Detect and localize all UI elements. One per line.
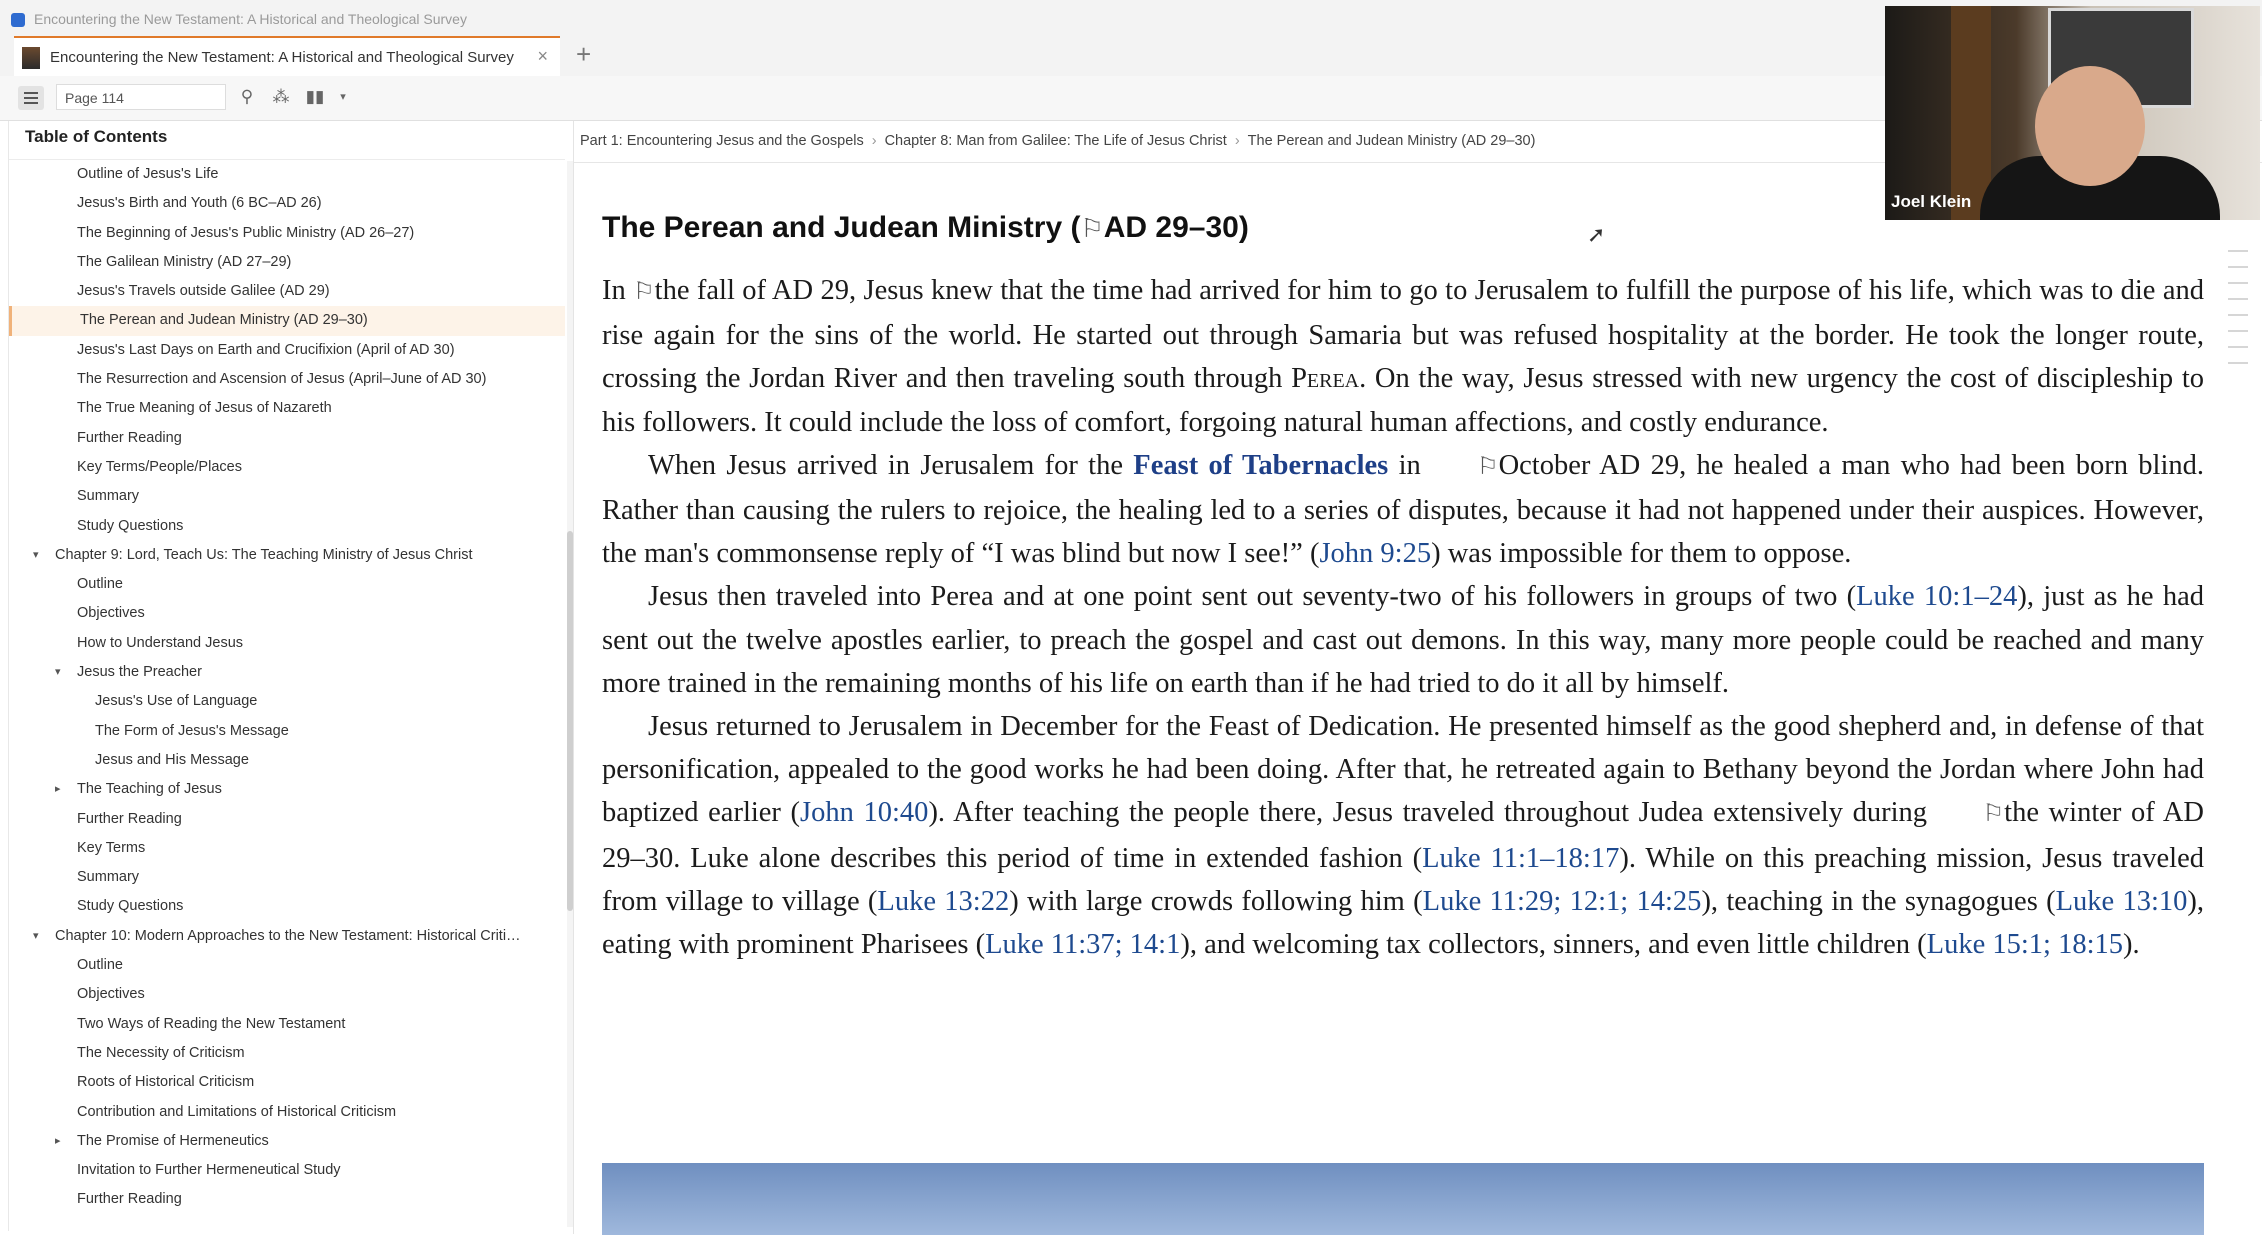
breadcrumb-separator: ›	[871, 133, 877, 149]
toc-item[interactable]	[9, 1156, 565, 1185]
toc-item[interactable]	[9, 248, 565, 277]
toc-item-label: The Promise of Hermeneutics	[77, 1132, 269, 1149]
article-body	[602, 269, 2204, 966]
video-person-head	[2035, 66, 2145, 186]
text-run: Jesus returned to Jerusalem in December for the Feast of Dedication. He presented himself as the good shepherd and, in defense of that personification, appealed to the good works he had been doing. After that, he retreated again to Bethany beyond the Jordan where John had baptized earlier (	[602, 711, 2204, 829]
toc-item[interactable]	[9, 189, 565, 218]
reader-content	[574, 162, 2262, 1235]
toc-item[interactable]	[9, 219, 565, 248]
text-run: . On the way, Jesus stressed with new urgency the cost of discipleship to his followers. It could include the loss of comfort, forgoing natural human affections, and costly endurance.	[602, 363, 2204, 438]
breadcrumb-separator: ›	[1234, 133, 1240, 149]
toc-item[interactable]	[9, 1068, 565, 1097]
toc-item-label: The True Meaning of Jesus of Nazareth	[77, 400, 332, 417]
toc-item-label: Further Reading	[77, 429, 182, 446]
toc-item[interactable]	[9, 1127, 565, 1156]
new-tab-button[interactable]: +	[576, 39, 592, 69]
paragraph-3	[602, 575, 2204, 705]
bible-ref-link[interactable]: John 9:25	[1319, 538, 1432, 570]
visual-filter-icon[interactable]: ⁂	[272, 87, 290, 106]
toc-item-label: Study Questions	[77, 517, 184, 534]
parallel-resources-icon[interactable]: ▮▮	[305, 87, 325, 106]
toc-item-label: Outline	[77, 576, 123, 593]
toc-item[interactable]	[9, 1039, 565, 1068]
text-run: ), just as he had sent out the twelve apostles earlier, to preach the gospel and cast out demons. In this way, many more people could be reached and many more trained in the remaining months of his life on earth than if he had tried to do it all by himself.	[602, 581, 2204, 699]
toc-item-label: Two Ways of Reading the New Testament	[77, 1015, 346, 1032]
breadcrumb	[580, 121, 1880, 161]
toc-item-label: Invitation to Further Hermeneutical Study	[77, 1162, 341, 1179]
chevron-right-icon[interactable]: ▸	[55, 783, 61, 796]
toc-item[interactable]	[9, 277, 565, 306]
toc-item-label: Outline of Jesus's Life	[77, 166, 219, 182]
toc-item-label: Summary	[77, 869, 140, 886]
toc-item[interactable]	[9, 980, 565, 1009]
toc-item-label: Objectives	[77, 605, 145, 622]
bible-ref-link[interactable]: Luke 11:37; 14:1	[985, 929, 1181, 961]
toc-item[interactable]	[9, 805, 565, 834]
bible-ref-link[interactable]: John 10:40	[800, 797, 929, 829]
section-heading	[602, 211, 1249, 245]
toc-item[interactable]	[9, 746, 565, 775]
mouse-cursor-icon: ➚	[1587, 222, 1606, 247]
text-run: ) was impossible for them to oppose.	[1431, 538, 1852, 570]
toc-item-label: Study Questions	[77, 898, 184, 915]
bible-ref-link[interactable]: Luke 11:29; 12:1; 14:25	[1422, 885, 1702, 917]
toc-item-label: Outline	[77, 957, 123, 974]
paragraph-4	[602, 705, 2204, 966]
toc-item[interactable]	[9, 1010, 565, 1039]
text-run: in	[1388, 449, 1432, 481]
breadcrumb-section[interactable]: The Perean and Judean Ministry (AD 29–30)	[1247, 133, 1536, 149]
toc-item-label: The Teaching of Jesus	[77, 781, 222, 798]
participant-name: Joel Klein	[1891, 192, 1972, 211]
toc-item[interactable]	[9, 629, 565, 658]
toc-item[interactable]	[9, 453, 565, 482]
toc-item-label: Jesus's Use of Language	[95, 693, 258, 710]
bible-ref-link[interactable]: Luke 15:1; 18:15	[1926, 929, 2123, 961]
toc-item-label: Jesus and His Message	[95, 751, 249, 768]
text-run: Jesus then traveled into Perea and at one point sent out seventy-two of his followers in groups of two (	[648, 581, 1857, 613]
bible-ref-link[interactable]: Luke 10:1–24	[1856, 581, 2018, 613]
text-run: the fall of AD 29, Jesus knew that the time had arrived for him to go to Jerusalem to fulfill the purpose of his life, which was to die and rise again for the sins of the world. He started out through Samaria but was refused hospitality at the border. He took the longer route, crossing the Jordan River and then traveling south through	[602, 275, 2204, 395]
toc-item-label: The Galilean Ministry (AD 27–29)	[77, 253, 292, 270]
toc-item-label: The Form of Jesus's Message	[95, 722, 289, 739]
toc-item-label: Objectives	[77, 986, 145, 1003]
toc-item-label: Summary	[77, 488, 140, 505]
heading-text: The Perean and Judean Ministry (	[602, 211, 1081, 244]
toc-item[interactable]	[9, 482, 565, 511]
toc-item-label: Jesus the Preacher	[77, 664, 202, 681]
text-run: ), eating with prominent Pharisees (	[602, 885, 2205, 961]
tab-book[interactable]	[14, 36, 560, 78]
toc-item[interactable]	[9, 160, 565, 189]
search-icon[interactable]: ⚲	[240, 87, 254, 106]
toc-item[interactable]	[9, 424, 565, 453]
paragraph-2	[602, 444, 2204, 576]
toc-title: Table of Contents	[25, 127, 168, 146]
toc-item[interactable]	[9, 1098, 565, 1127]
toc-item[interactable]	[9, 658, 565, 687]
toc-item[interactable]	[9, 570, 565, 599]
toc-item[interactable]	[9, 892, 565, 921]
toc-item[interactable]	[9, 512, 565, 541]
page-field[interactable]: Page 114	[56, 84, 226, 110]
breadcrumb-chapter[interactable]: Chapter 8: Man from Galilee: The Life of Jesus Christ	[884, 133, 1227, 149]
toc-item-label: Key Terms	[77, 839, 146, 856]
toc-item-label: Chapter 10: Modern Approaches to the New Testament: Historical Criti…	[55, 927, 521, 944]
toc-item[interactable]	[9, 951, 565, 980]
timeline-flag-icon[interactable]: ⚐	[1477, 453, 1499, 480]
text-run: ).	[2123, 929, 2140, 961]
chevron-right-icon[interactable]: ▸	[55, 1134, 61, 1147]
toc-item-label: How to Understand Jesus	[77, 634, 244, 651]
toc-list	[9, 159, 565, 1230]
toc-item-label: Jesus's Birth and Youth (6 BC–AD 26)	[77, 195, 322, 212]
glossary-link-feast[interactable]: Feast of Tabernacles	[1133, 449, 1389, 481]
reader-scroll-marks[interactable]	[2228, 250, 2248, 650]
toc-item[interactable]	[9, 336, 565, 365]
text-run: ) with large crowds following him (	[1009, 885, 1423, 917]
toc-item-label: Jesus's Last Days on Earth and Crucifixion (April of AD 30)	[77, 341, 455, 358]
timeline-flag-icon[interactable]: ⚐	[1080, 213, 1104, 243]
text-run: When Jesus arrived in Jerusalem for the	[648, 449, 1134, 481]
toc-item-label: Further Reading	[77, 810, 182, 827]
video-participant-tile	[1885, 6, 2260, 220]
heading-date: AD 29–30)	[1103, 211, 1249, 244]
toc-item[interactable]	[9, 717, 565, 746]
toc-item-label: The Beginning of Jesus's Public Ministry (AD 26–27)	[77, 224, 415, 241]
toc-item-label: Roots of Historical Criticism	[77, 1074, 255, 1091]
chevron-down-icon[interactable]: ▾	[33, 548, 39, 561]
tab-label: Encountering the New Testament: A Historical and Theological Survey	[50, 49, 514, 66]
toc-item[interactable]	[9, 541, 565, 570]
chevron-down-icon[interactable]: ▾	[340, 91, 346, 103]
timeline-flag-icon[interactable]: ⚐	[1982, 801, 2005, 828]
bible-ref-link[interactable]: Luke 13:22	[877, 885, 1010, 917]
toc-item-label: The Perean and Judean Ministry (AD 29–30)	[80, 312, 368, 329]
toc-item[interactable]	[9, 599, 565, 628]
toc-item[interactable]	[9, 306, 565, 335]
bible-ref-link[interactable]: Luke 13:10	[2055, 885, 2188, 917]
toc-item[interactable]	[9, 394, 565, 423]
toc-item[interactable]	[9, 834, 565, 863]
toc-item[interactable]	[9, 365, 565, 394]
paragraph-1	[602, 269, 2204, 444]
chevron-down-icon[interactable]: ▾	[33, 929, 39, 942]
text-run: ). While on this preaching mission, Jesus traveled from village to village (	[602, 842, 2204, 917]
video-door	[1951, 6, 1991, 220]
toc-item-label: Jesus's Travels outside Galilee (AD 29)	[77, 283, 330, 300]
text-run: the winter of AD 29–30. Luke alone describes this period of time in extended fashion (	[602, 797, 2204, 874]
text-run: ), teaching in the synagogues (	[1701, 885, 2056, 917]
toc-item-label: The Resurrection and Ascension of Jesus (April–June of AD 30)	[77, 371, 487, 388]
chevron-down-icon[interactable]: ▾	[55, 666, 61, 679]
toc-item[interactable]	[9, 1185, 565, 1214]
toc-item[interactable]	[9, 863, 565, 892]
place-link-perea[interactable]: Perea	[1291, 363, 1360, 395]
text-run: ). After teaching the people there, Jesus traveled throughout Judea extensively during	[928, 797, 1937, 829]
menu-icon[interactable]	[18, 86, 44, 110]
toc-item-label: Key Terms/People/Places	[77, 458, 242, 475]
close-tab-icon[interactable]: ×	[537, 46, 548, 66]
breadcrumb-part[interactable]: Part 1: Encountering Jesus and the Gospels	[580, 133, 864, 149]
text-run: October AD 29, he healed a man who had been born blind. Rather than causing the rulers to rejoice, the healing led to a series of disputes, because it had not happened under their auspices. However, the man's commonsense reply of “I was blind but now I see!” (	[602, 449, 2204, 570]
bible-ref-link[interactable]: Luke 11:1–18:17	[1422, 842, 1620, 874]
toc-item-label: Contribution and Limitations of Historical Criticism	[77, 1103, 397, 1120]
toc-item-label: Further Reading	[77, 1191, 182, 1208]
text-run: In	[602, 275, 634, 306]
toc-item-label: Chapter 9: Lord, Teach Us: The Teaching Ministry of Jesus Christ	[55, 546, 473, 563]
toc-item[interactable]	[9, 687, 565, 716]
app-icon	[11, 13, 25, 27]
article-image	[602, 1163, 2204, 1235]
timeline-flag-icon[interactable]: ⚐	[633, 279, 655, 305]
toc-item[interactable]	[9, 775, 565, 804]
toc-item-label: The Necessity of Criticism	[77, 1044, 245, 1061]
window-title: Encountering the New Testament: A Historical and Theological Survey	[34, 11, 467, 27]
book-cover-icon	[22, 47, 40, 69]
toc-item[interactable]	[9, 922, 565, 951]
text-run: ), and welcoming tax collectors, sinners, and even little children (	[1180, 929, 1927, 961]
table-of-contents-panel	[8, 121, 574, 1231]
